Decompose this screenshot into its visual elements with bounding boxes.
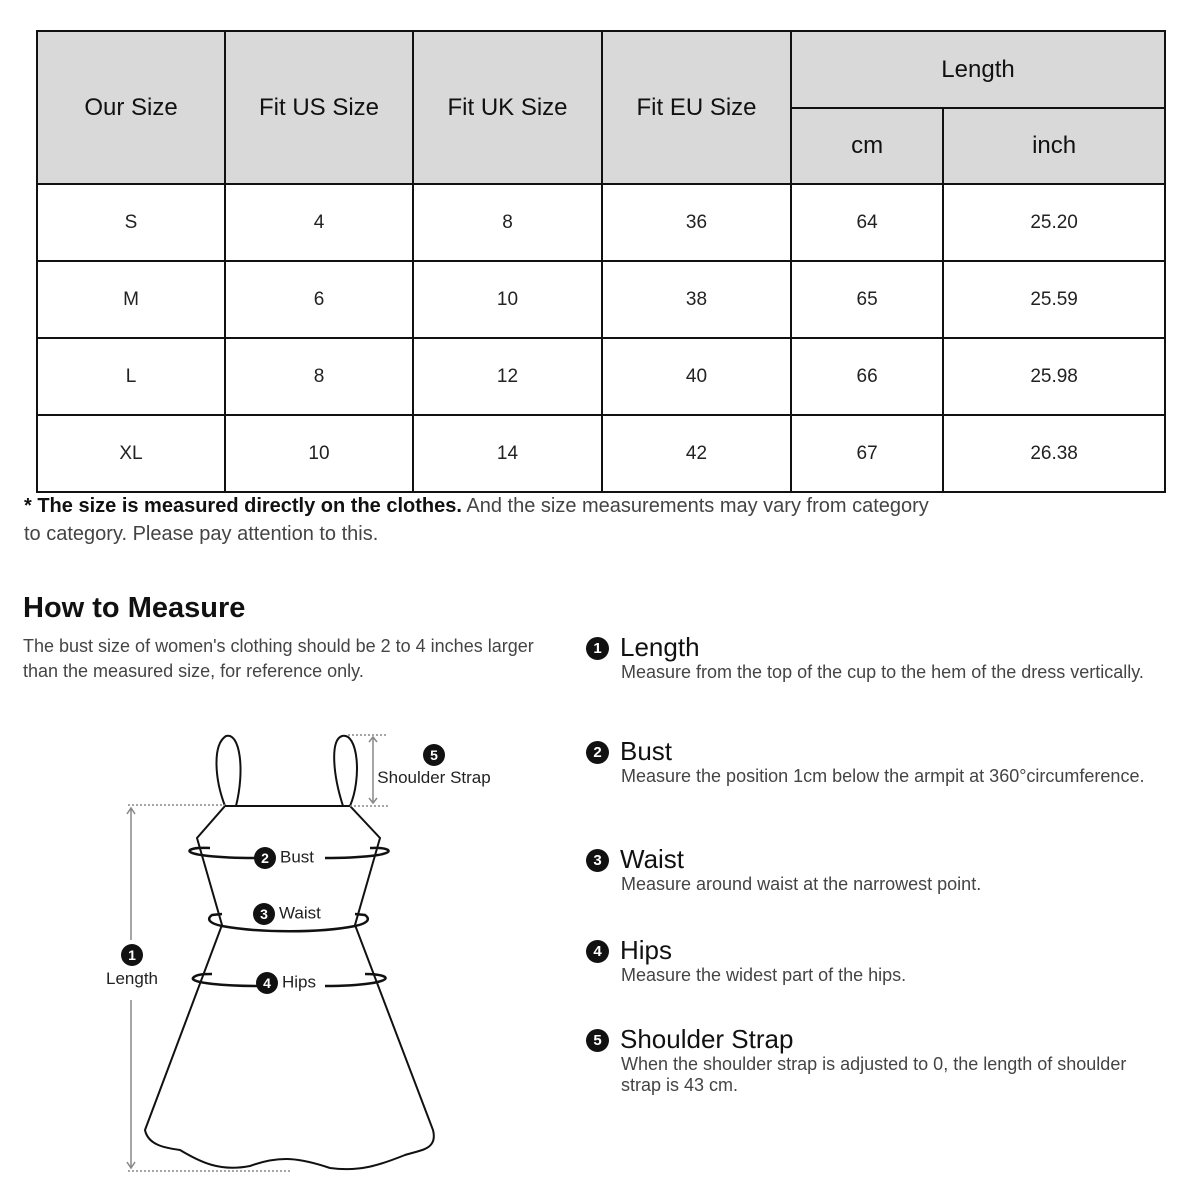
note-text: And the size measurements may vary from category to category. Please pay attention to this. [24, 495, 929, 545]
how-to-measure-intro: The bust size of women's clothing should be 2 to 4 inches larger than the measured size, for reference only. [23, 636, 534, 681]
cell: 10 [225, 415, 413, 492]
cell: 12 [413, 338, 602, 415]
dress-outline [145, 736, 434, 1169]
number-1-icon: 1 [586, 637, 609, 660]
cell: XL [37, 415, 225, 492]
label-bust-text: Bust [280, 847, 315, 867]
cell: 4 [225, 184, 413, 261]
label-length-text: Length [106, 969, 158, 988]
cell: 6 [225, 261, 413, 338]
measure-item-length [586, 632, 1146, 683]
item-desc: Measure around waist at the narrowest point. [621, 874, 982, 894]
label-hips [256, 972, 316, 994]
cell: 40 [602, 338, 791, 415]
number-5-icon: 5 [423, 744, 445, 766]
header-cm: cm [791, 108, 943, 184]
number-2-icon: 2 [254, 847, 276, 869]
measure-item-bust [586, 736, 1146, 787]
number-4-icon: 4 [256, 972, 278, 994]
measure-item-waist [586, 844, 1146, 895]
label-hips-text: Hips [282, 972, 317, 992]
cell: 36 [602, 184, 791, 261]
number-3-icon: 3 [586, 849, 609, 872]
item-desc: When the shoulder strap is adjusted to 0, the length of shoulder strap is 43 cm. [621, 1054, 1127, 1095]
number-1-icon: 1 [121, 944, 143, 966]
how-to-measure-title: How to Measure [23, 592, 246, 624]
header-length: Length [791, 31, 1165, 108]
label-waist [253, 903, 321, 925]
item-title: Length [620, 632, 700, 662]
cell: 64 [791, 184, 943, 261]
cell: 67 [791, 415, 943, 492]
cell: 8 [413, 184, 602, 261]
header-eu-size: Fit EU Size [602, 31, 791, 184]
header-uk-size: Fit UK Size [413, 31, 602, 184]
cell: L [37, 338, 225, 415]
cell: 65 [791, 261, 943, 338]
item-title: Waist [620, 844, 685, 874]
label-length [106, 944, 158, 989]
label-waist-text: Waist [279, 903, 321, 923]
cell: 38 [602, 261, 791, 338]
item-title: Hips [620, 935, 673, 965]
item-title: Bust [620, 736, 673, 766]
header-our-size: Our Size [37, 31, 225, 184]
measure-item-hips [586, 935, 1146, 986]
cell: 25.59 [943, 261, 1165, 338]
dimension-lines [127, 735, 390, 1171]
number-5-icon: 5 [586, 1029, 609, 1052]
cell: 8 [225, 338, 413, 415]
label-strap-text: Shoulder Strap [377, 768, 491, 787]
cell: S [37, 184, 225, 261]
cell: 25.98 [943, 338, 1165, 415]
number-4-icon: 4 [586, 940, 609, 963]
item-desc: Measure the widest part of the hips. [621, 965, 907, 985]
cell: 66 [791, 338, 943, 415]
cell: 42 [602, 415, 791, 492]
cell: 25.20 [943, 184, 1165, 261]
item-desc: Measure the position 1cm below the armpit at 360°circumference. [621, 766, 1145, 786]
item-title: Shoulder Strap [620, 1024, 794, 1054]
header-inch: inch [943, 108, 1165, 184]
number-2-icon: 2 [586, 741, 609, 764]
cell: M [37, 261, 225, 338]
item-desc: Measure from the top of the cup to the hem of the dress vertically. [621, 662, 1144, 682]
label-shoulder-strap [376, 744, 492, 788]
header-us-size: Fit US Size [225, 31, 413, 184]
cell: 14 [413, 415, 602, 492]
label-bust [254, 847, 314, 869]
note-bold: * The size is measured directly on the clothes. [24, 495, 462, 517]
cell: 10 [413, 261, 602, 338]
cell: 26.38 [943, 415, 1165, 492]
number-3-icon: 3 [253, 903, 275, 925]
measure-item-shoulder-strap [586, 1024, 1146, 1096]
